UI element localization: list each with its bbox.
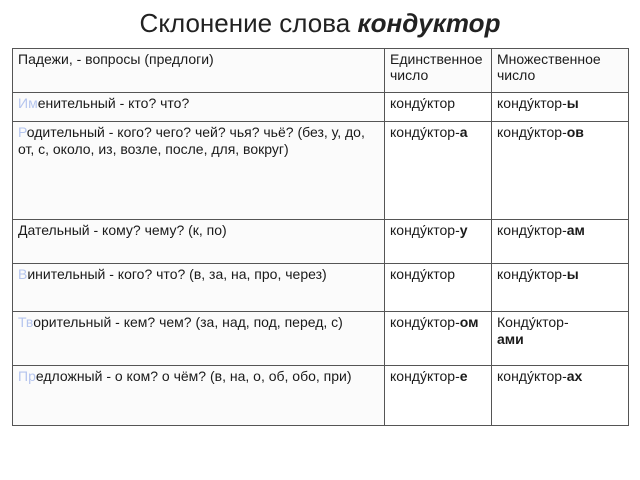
plural-stem: конду́ктор- xyxy=(497,95,567,111)
singular-form xyxy=(385,264,492,312)
singular-ending: а xyxy=(459,124,468,140)
case-cell xyxy=(13,312,385,366)
table-row-accusative xyxy=(13,264,629,312)
case-text: орительный - кем? чем? (за, над, под, перед, с) xyxy=(33,314,343,330)
page-title xyxy=(0,6,640,40)
singular-ending: ом xyxy=(459,314,479,330)
case-cell xyxy=(13,93,385,122)
plural-form xyxy=(492,366,629,426)
singular-form xyxy=(385,312,492,366)
title-word: кондуктор xyxy=(357,8,501,38)
table-row-prepositional xyxy=(13,366,629,426)
case-initial: Р xyxy=(18,124,27,140)
singular-stem: конду́ктор- xyxy=(390,222,460,238)
plural-ending: ами xyxy=(497,331,524,347)
case-initial: Пр xyxy=(18,368,36,384)
singular-stem: конду́ктор- xyxy=(390,368,460,384)
singular-form xyxy=(385,366,492,426)
case-cell xyxy=(13,264,385,312)
table-row-nominative xyxy=(13,93,629,122)
plural-form xyxy=(492,93,629,122)
plural-form xyxy=(492,312,629,366)
case-text: инительный - кого? что? (в, за, на, про, через) xyxy=(27,266,327,282)
singular-stem: конду́ктор- xyxy=(390,314,460,330)
singular-form xyxy=(385,122,492,220)
case-cell xyxy=(13,122,385,220)
declension-table xyxy=(12,48,629,426)
case-cell xyxy=(13,366,385,426)
plural-stem: конду́ктор- xyxy=(497,368,567,384)
header-singular: Единственное число xyxy=(385,49,492,93)
singular-ending: у xyxy=(459,222,468,238)
case-text: едложный - о ком? о чём? (в, на, о, об, обо, при) xyxy=(35,368,352,384)
table-row-genitive xyxy=(13,122,629,220)
title-prefix: Склонение слова xyxy=(139,8,351,38)
singular-stem: конду́ктор xyxy=(390,266,456,282)
plural-stem: конду́ктор- xyxy=(497,266,567,282)
plural-ending: ы xyxy=(566,266,579,282)
case-initial: Им xyxy=(18,95,38,111)
case-text: одительный - кого? чего? чей? чья? чьё? (без, у, до, от, с, около, из, возле, после, для, вокруг) xyxy=(18,124,365,157)
plural-stem: конду́ктор- xyxy=(497,124,567,140)
case-initial: В xyxy=(18,266,28,282)
header-cases: Падежи, - вопросы (предлоги) xyxy=(13,49,385,93)
plural-ending: ах xyxy=(566,368,583,384)
case-cell xyxy=(13,220,385,264)
plural-ending: ам xyxy=(566,222,585,238)
table-row-instrumental xyxy=(13,312,629,366)
singular-stem: конду́ктор- xyxy=(390,124,460,140)
plural-form xyxy=(492,220,629,264)
singular-ending: е xyxy=(459,368,468,384)
singular-form xyxy=(385,93,492,122)
plural-form xyxy=(492,122,629,220)
case-text: Дательный - кому? чему? (к, по) xyxy=(18,222,227,238)
header-plural: Множественное число xyxy=(492,49,629,93)
table-row-dative xyxy=(13,220,629,264)
plural-stem: Конду́ктор- xyxy=(497,314,569,330)
plural-stem: конду́ктор- xyxy=(497,222,567,238)
plural-ending: ы xyxy=(566,95,579,111)
case-text: енительный - кто? что? xyxy=(37,95,190,111)
case-initial: Тв xyxy=(18,314,34,330)
singular-stem: конду́ктор xyxy=(390,95,456,111)
plural-form xyxy=(492,264,629,312)
table-header-row xyxy=(13,49,629,93)
singular-form xyxy=(385,220,492,264)
plural-ending: ов xyxy=(566,124,584,140)
